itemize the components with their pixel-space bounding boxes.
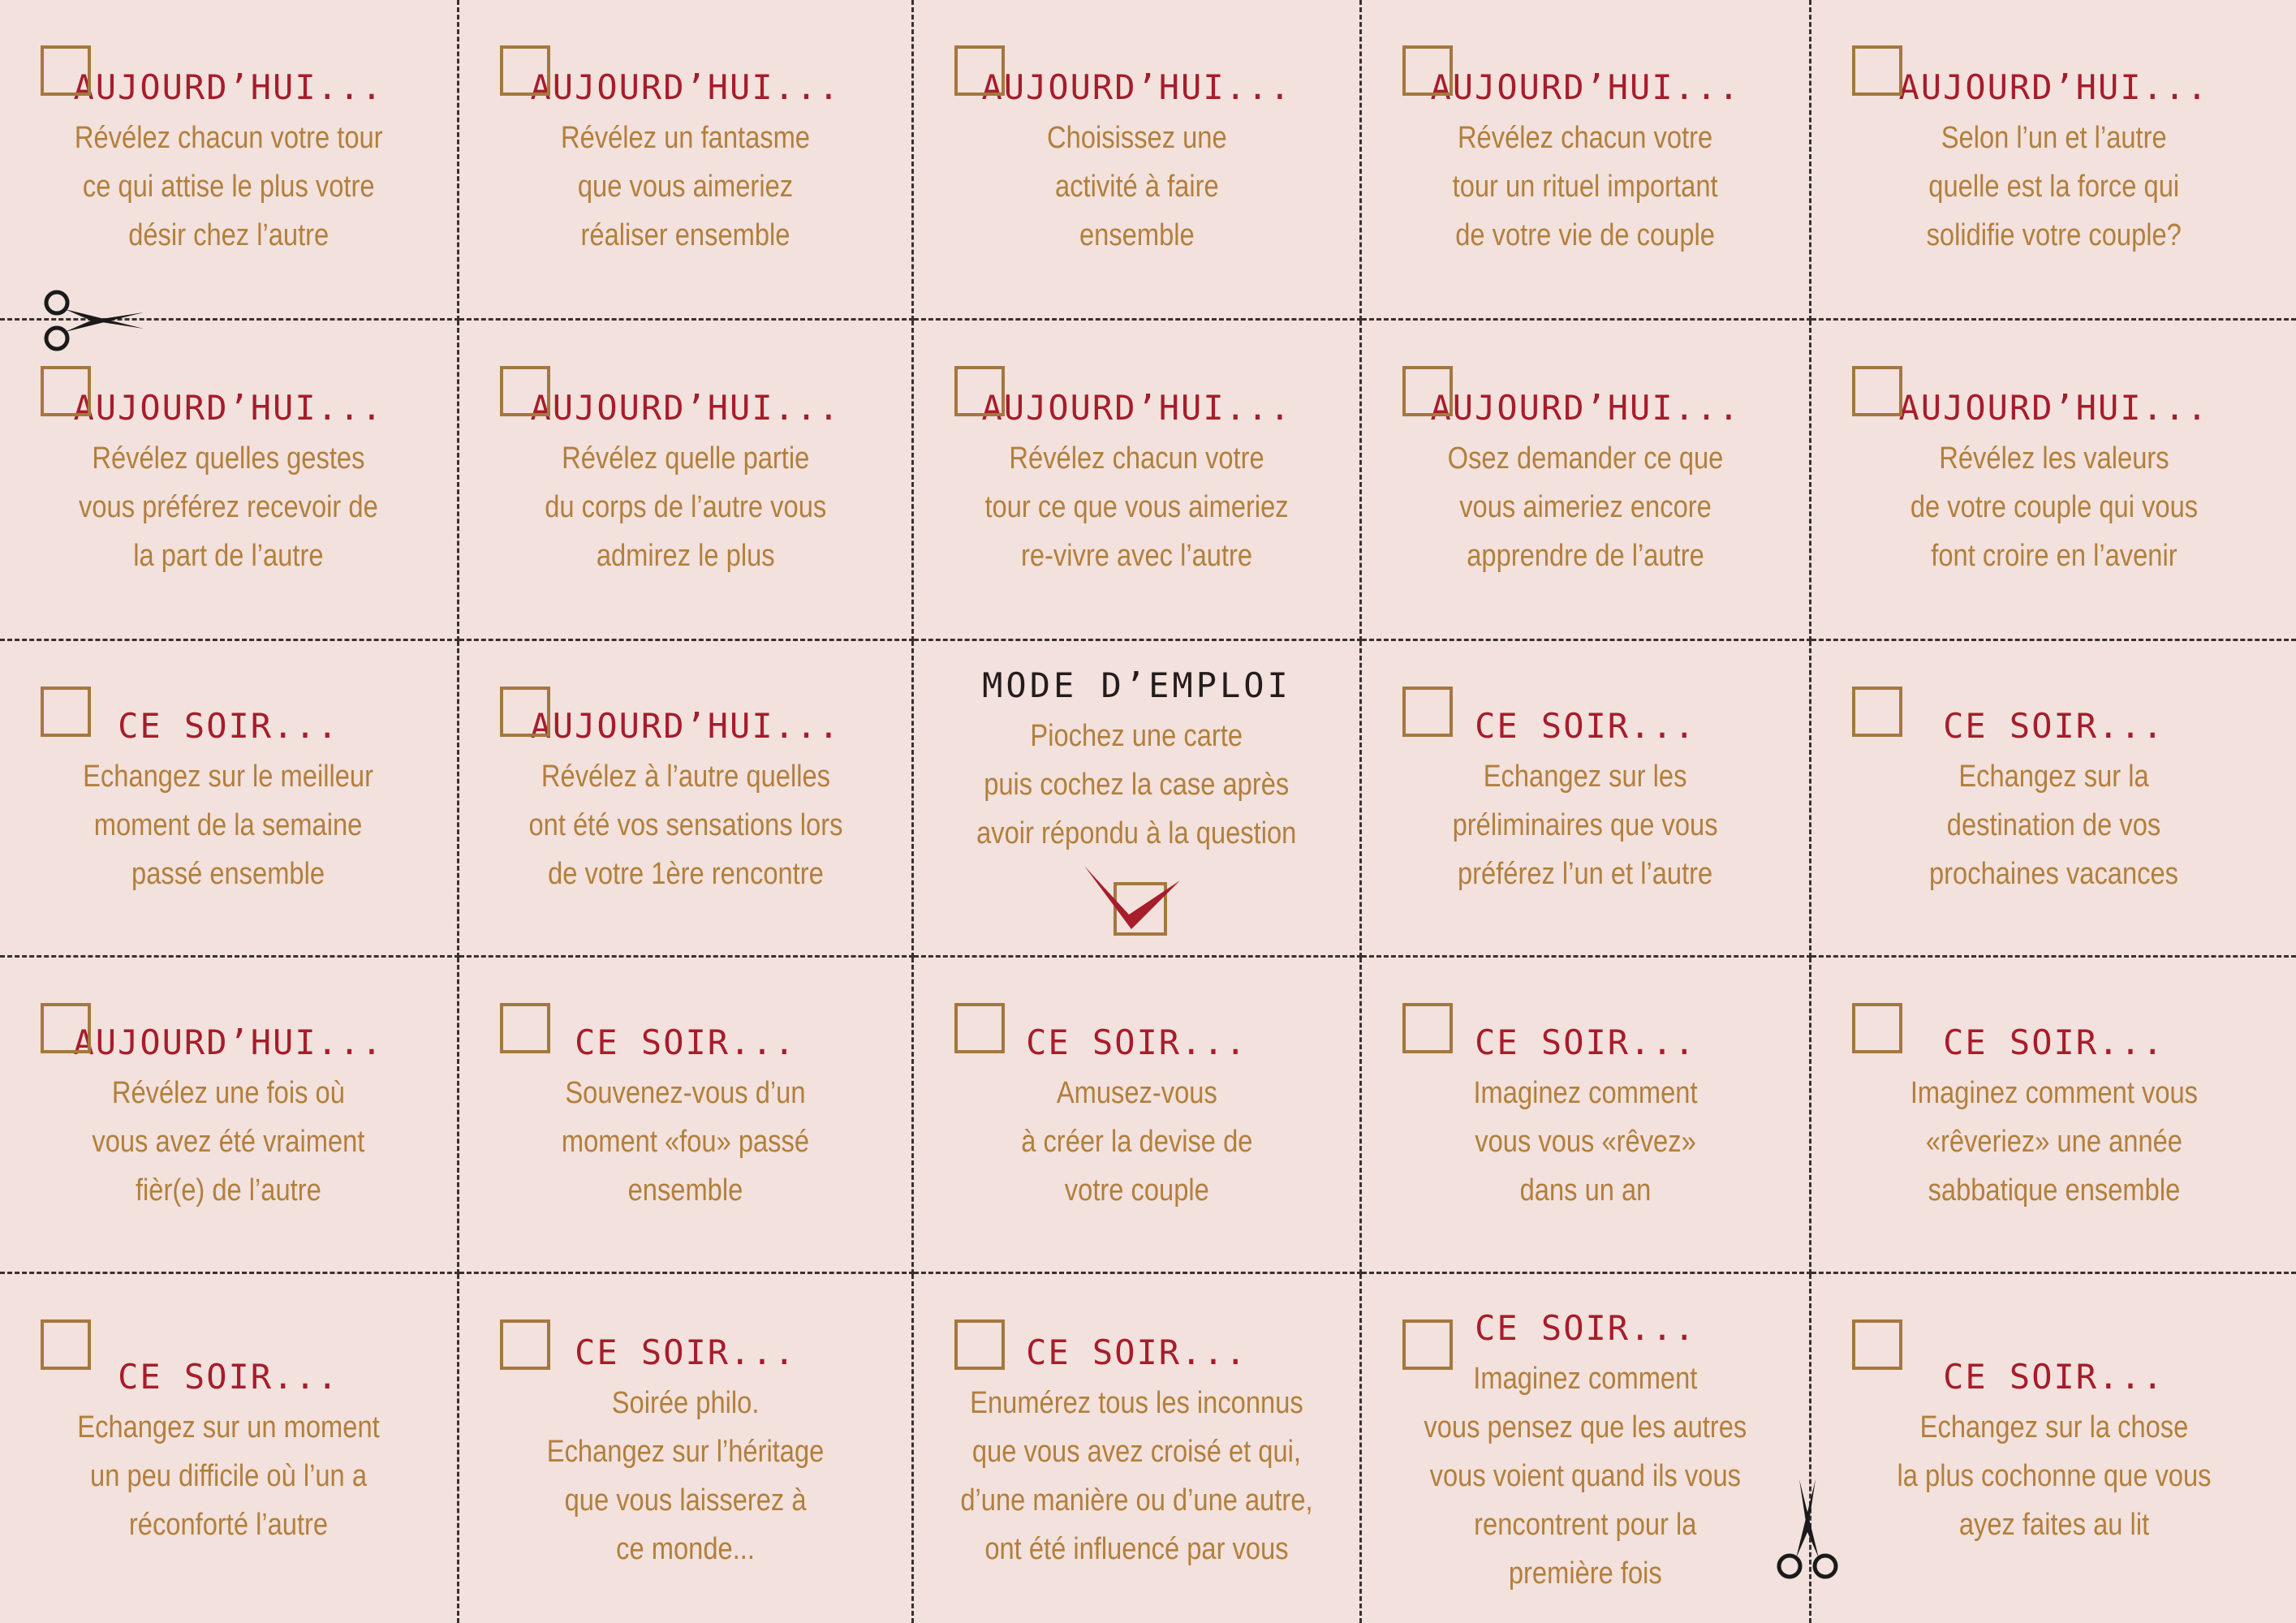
card-checkbox[interactable] [1852, 1319, 1902, 1370]
card-text-line: que vous laisserez à [564, 1483, 807, 1518]
card-text-line: ce monde... [616, 1531, 755, 1566]
card-title: CE SOIR... [1475, 1022, 1696, 1062]
card-text-line: destination de vos [1946, 808, 2161, 842]
card-text-line: vous aimeriez encore [1459, 489, 1712, 524]
card-text [92, 1069, 364, 1215]
card-text [528, 752, 842, 898]
card-text-line: Amusez-vous [1056, 1076, 1217, 1110]
card-checkbox[interactable] [954, 1319, 1005, 1370]
question-card [914, 321, 1362, 641]
card-text-line: à créer la devise de [1020, 1125, 1253, 1159]
card-text [1448, 434, 1724, 580]
card-title: AUJOURD’HUI... [1898, 387, 2209, 428]
card-text-line: rencontrent pour la [1474, 1507, 1697, 1542]
question-card [459, 958, 914, 1274]
card-text-line: ont été influencé par vous [984, 1531, 1289, 1566]
card-text-line: ayez faites au lit [1958, 1507, 2149, 1542]
card-text [1424, 1354, 1747, 1598]
card-checkbox[interactable] [954, 1003, 1005, 1053]
card-text-line: prochaines vacances [1928, 857, 2179, 891]
card-text-line: de votre couple qui vous [1910, 489, 2198, 524]
card-checkbox[interactable] [41, 45, 91, 96]
card-checkbox[interactable] [500, 366, 550, 416]
card-checkbox[interactable] [41, 1003, 91, 1053]
card-checkbox[interactable] [500, 687, 550, 737]
scissors-icon [1775, 1475, 1840, 1581]
card-text-line: vous préférez recevoir de [79, 489, 378, 524]
card-text-line: Imaginez comment [1473, 1361, 1698, 1396]
question-card [1811, 321, 2296, 641]
card-checkbox[interactable] [1852, 45, 1902, 96]
question-card [0, 958, 459, 1274]
question-card [1811, 958, 2296, 1274]
card-title: CE SOIR... [1475, 706, 1696, 746]
card-text-line: Echangez sur le meilleur [83, 760, 374, 794]
card-checkbox[interactable] [1402, 45, 1453, 96]
card-text-line: passé ensemble [131, 857, 325, 891]
question-card [1362, 958, 1811, 1274]
card-checkbox[interactable] [1852, 366, 1902, 416]
card-text [545, 434, 826, 580]
card-text-line: tour ce que vous aimeriez [984, 489, 1289, 524]
card-title: CE SOIR... [1943, 1356, 2165, 1397]
question-card [1362, 0, 1811, 321]
card-title: AUJOURD’HUI... [73, 387, 384, 428]
card-text-line: ensemble [1079, 217, 1195, 252]
scissors-icon [42, 288, 148, 353]
card-text-line: fièr(e) de l’autre [136, 1173, 321, 1208]
card-text-line: sabbatique ensemble [1928, 1173, 2180, 1208]
card-text-line: Révélez chacun votre [1009, 441, 1264, 476]
card-text-line: préférez l’un et l’autre [1458, 857, 1713, 891]
card-text-line: activité à faire [1054, 169, 1219, 204]
card-text-line: Révélez quelles gestes [92, 441, 365, 476]
card-text [1453, 752, 1718, 898]
card-text [84, 752, 374, 898]
question-card [459, 641, 914, 958]
card-text [984, 434, 1288, 580]
card-text [562, 1069, 809, 1215]
question-card [459, 0, 914, 321]
card-text-line: première fois [1509, 1556, 1662, 1591]
card-text [1897, 1403, 2211, 1549]
card-text-line: Souvenez-vous d’un [565, 1076, 806, 1110]
question-card [0, 321, 459, 641]
card-text-line: Révélez un fantasme [560, 120, 810, 155]
card-text-line: moment «fou» passé [561, 1125, 810, 1159]
card-title: AUJOURD’HUI... [530, 67, 841, 107]
card-text [75, 114, 383, 260]
card-text-line: réaliser ensemble [580, 217, 790, 252]
card-text-line: Echangez sur l’héritage [546, 1434, 825, 1469]
card-text-line: ce qui attise le plus votre [82, 169, 375, 204]
card-checkbox[interactable] [500, 1003, 550, 1053]
card-text-line: Révélez chacun votre tour [74, 120, 383, 155]
question-card [914, 958, 1362, 1274]
card-text-line: Révélez quelle partie [561, 441, 810, 476]
card-text-line: Imaginez comment [1473, 1076, 1698, 1110]
card-checkbox[interactable] [1402, 687, 1453, 737]
card-text [547, 1379, 825, 1573]
card-text-line: la plus cochonne que vous [1897, 1458, 2211, 1493]
card-text [1021, 1069, 1252, 1215]
card-text-line: que vous avez croisé et qui, [971, 1434, 1302, 1469]
card-text-line: un peu difficile où l’un a [90, 1458, 367, 1493]
card-text-line: votre couple [1064, 1173, 1209, 1208]
card-text-line: vous vous «rêvez» [1475, 1125, 1696, 1159]
card-text-line: vous pensez que les autres [1424, 1410, 1747, 1444]
card-title: CE SOIR... [1943, 706, 2165, 746]
card-text-line: «rêveriez» une année [1925, 1125, 2182, 1159]
card-text-line: re-vivre avec l’autre [1020, 538, 1253, 573]
card-text [77, 1403, 379, 1549]
card-title: CE SOIR... [118, 1356, 339, 1397]
card-text-line: Osez demander ce que [1447, 441, 1724, 476]
card-text-line: Piochez une carte [1030, 719, 1243, 753]
card-text-line: Echangez sur les [1484, 760, 1687, 794]
card-title: AUJOURD’HUI... [73, 67, 384, 107]
card-text-line: Selon l’un et l’autre [1941, 120, 2167, 155]
card-checkbox[interactable] [500, 45, 550, 96]
example-checkbox [1084, 866, 1190, 939]
card-text-line: Echangez sur un moment [77, 1410, 380, 1444]
card-checkbox[interactable] [500, 1319, 550, 1370]
card-checkbox[interactable] [1402, 366, 1453, 416]
card-text-line: font croire en l’avenir [1930, 538, 2178, 573]
question-card [459, 1274, 914, 1623]
card-text-line: Révélez une fois où [111, 1076, 346, 1110]
checkmark-icon [1084, 866, 1190, 939]
card-text-line: ensemble [627, 1173, 743, 1208]
card-title: CE SOIR... [575, 1332, 796, 1372]
card-text [1047, 114, 1227, 260]
question-card [1362, 1274, 1811, 1623]
card-checkbox[interactable] [1852, 1003, 1902, 1053]
card-text [1473, 1069, 1697, 1215]
card-text-line: du corps de l’autre vous [545, 489, 826, 524]
card-text-line: que vous aimeriez [577, 169, 794, 204]
card-text-line: Révélez les valeurs [1938, 441, 2169, 476]
card-text-line: admirez le plus [596, 538, 775, 573]
card-checkbox[interactable] [1402, 1003, 1453, 1053]
card-text-line: solidifie votre couple? [1926, 217, 2182, 252]
card-title: AUJOURD’HUI... [530, 706, 841, 746]
question-card [914, 1274, 1362, 1623]
card-text-line: quelle est la force qui [1928, 169, 2179, 204]
card-text-line: apprendre de l’autre [1467, 538, 1704, 573]
card-text-line: Révélez à l’autre quelles [541, 760, 830, 794]
question-card [459, 321, 914, 641]
card-text [79, 434, 378, 580]
card-text-line: Imaginez comment vous [1910, 1076, 2198, 1110]
card-text-line: Choisissez une [1046, 120, 1227, 155]
card-title: CE SOIR... [1475, 1307, 1696, 1348]
card-title: CE SOIR... [1026, 1022, 1247, 1062]
instructions-card [914, 641, 1362, 958]
card-text-line: Enumérez tous les inconnus [970, 1385, 1303, 1420]
card-text-line: ont été vos sensations lors [528, 808, 842, 842]
card-text-line: avoir répondu à la question [976, 816, 1297, 850]
card-text [1453, 114, 1718, 260]
card-text [561, 114, 810, 260]
card-checkbox[interactable] [41, 1319, 91, 1370]
card-text-line: Soirée philo. [611, 1385, 760, 1420]
question-card [0, 1274, 459, 1623]
card-title: AUJOURD’HUI... [1898, 67, 2209, 107]
card-title: CE SOIR... [1943, 1022, 2165, 1062]
card-checkbox[interactable] [1852, 687, 1902, 737]
card-checkbox[interactable] [954, 366, 1005, 416]
question-card [1811, 641, 2296, 958]
card-text-line: tour un rituel important [1453, 169, 1718, 204]
card-title: AUJOURD’HUI... [530, 387, 841, 428]
card-title: AUJOURD’HUI... [981, 67, 1292, 107]
card-title: MODE D’EMPLOI [982, 665, 1291, 705]
question-card [1811, 0, 2296, 321]
question-card [1811, 1274, 2296, 1623]
card-checkbox[interactable] [954, 45, 1005, 96]
card-text-line: de votre vie de couple [1455, 217, 1716, 252]
card-text-line: vous voient quand ils vous [1429, 1458, 1742, 1493]
card-text [1926, 114, 2181, 260]
card-title: CE SOIR... [1026, 1332, 1247, 1372]
card-text-line: préliminaires que vous [1453, 808, 1718, 842]
card-text-line: d’une manière ou d’une autre, [960, 1483, 1313, 1518]
card-text-line: de votre 1ère rencontre [547, 857, 824, 891]
question-card [0, 641, 459, 958]
card-title: AUJOURD’HUI... [981, 387, 1292, 428]
card-text [1910, 434, 2197, 580]
card-checkbox[interactable] [41, 687, 91, 737]
card-text-line: Echangez sur la [1958, 760, 2149, 794]
card-title: AUJOURD’HUI... [1430, 387, 1741, 428]
card-text-line: puis cochez la case après [984, 768, 1290, 802]
card-text-line: réconforté l’autre [128, 1507, 329, 1542]
card-text-line: moment de la semaine [94, 808, 363, 842]
card-text-line: Révélez chacun votre [1458, 120, 1713, 155]
card-title: AUJOURD’HUI... [1430, 67, 1741, 107]
card-text-line: dans un an [1519, 1173, 1652, 1208]
card-title: CE SOIR... [575, 1022, 796, 1062]
card-text-line: désir chez l’autre [127, 217, 330, 252]
question-card [1362, 321, 1811, 641]
question-card [0, 0, 459, 321]
card-text [976, 712, 1296, 858]
card-text-line: vous avez été vraiment [92, 1125, 365, 1159]
question-card [1362, 641, 1811, 958]
question-card [914, 0, 1362, 321]
card-text-line: la part de l’autre [133, 538, 324, 573]
card-text [960, 1379, 1312, 1573]
card-text [1929, 752, 2178, 898]
card-title: CE SOIR... [118, 706, 339, 746]
card-text-line: Echangez sur la chose [1919, 1410, 2188, 1444]
card-title: AUJOURD’HUI... [73, 1022, 384, 1062]
card-checkbox[interactable] [41, 366, 91, 416]
card-text [1910, 1069, 2197, 1215]
